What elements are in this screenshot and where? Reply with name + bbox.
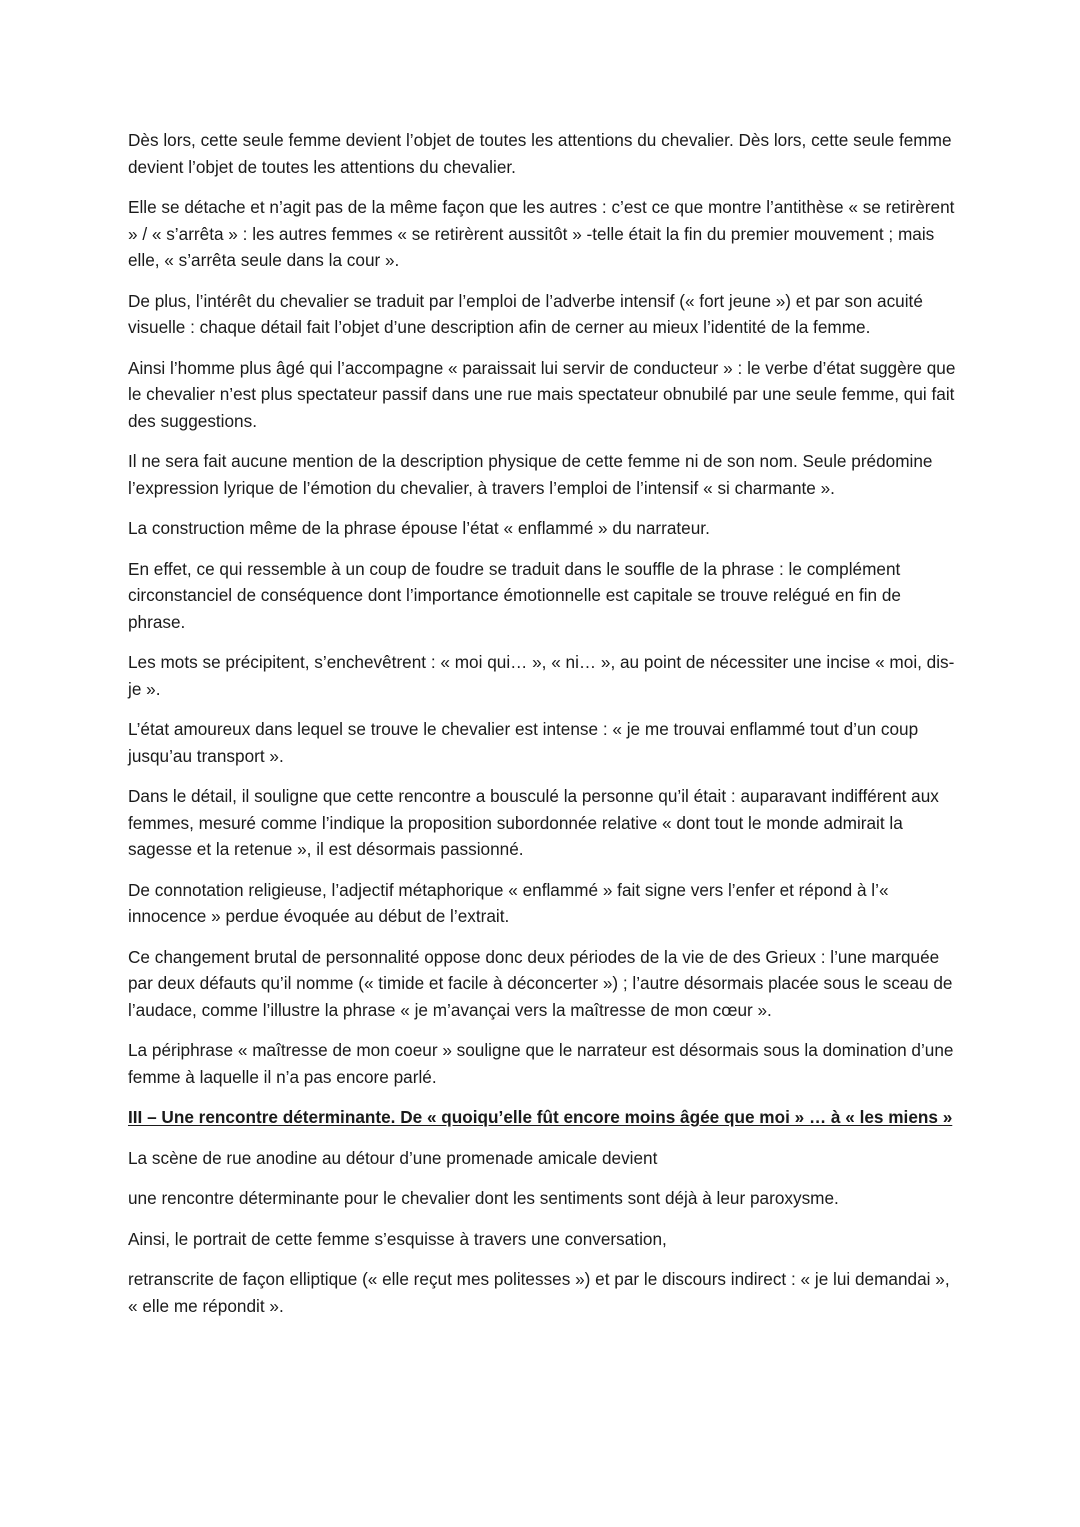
section-heading: III – Une rencontre déterminante. De « quoiqu’elle fût encore moins âgée que moi » … à « les miens » [128, 1107, 953, 1127]
paragraph: Elle se détache et n’agit pas de la même façon que les autres : c’est ce que montre l’antithèse « se retirèrent » / « s’arrêta » : les autres femmes « se retirèrent aussitôt » -telle était la fin du premier mouvement ; mais elle, « s’arrêta seule dans la cour ». [128, 197, 955, 270]
paragraph: L’état amoureux dans lequel se trouve le chevalier est intense : « je me trouvai enflammé tout d’un coup jusqu’au transport ». [128, 719, 919, 766]
paragraph: Dès lors, cette seule femme devient l’objet de toutes les attentions du chevalier. Dès lors, cette seule femme devient l’objet de toutes les attentions du chevalier. [128, 130, 952, 177]
paragraph: une rencontre déterminante pour le chevalier dont les sentiments sont déjà à leur paroxysme. [128, 1188, 839, 1208]
paragraph: De connotation religieuse, l’adjectif métaphorique « enflammé » fait signe vers l’enfer et répond à l’« innocence » perdue évoquée au début de l’extrait. [128, 879, 889, 926]
paragraph: Ce changement brutal de personnalité oppose donc deux périodes de la vie de des Grieux : l’une marquée par deux défauts qu’il nomme (« timide et facile à déconcerter ») ; l’autre désormais placée sous le sceau de l’audace, comme l’illustre la phrase « je m’avançai vers la maîtresse de mon cœur ». [128, 946, 953, 1020]
paragraph: Les mots se précipitent, s’enchevêtrent : « moi qui… », « ni… », au point de nécessiter une incise « moi, dis-je ». [128, 652, 955, 699]
paragraph: Dans le détail, il souligne que cette rencontre a bousculé la personne qu’il était : auparavant indifférent aux femmes, mesuré comme l’indique la proposition subordonnée relative « dont tout le monde admirait la sagesse et la retenue », il est désormais passionné. [128, 786, 939, 859]
paragraph: De plus, l’intérêt du chevalier se traduit par l’emploi de l’adverbe intensif (« fort jeune ») et par son acuité visuelle : chaque détail fait l’objet d’une description afin de cerner au mieux l’identité de la femme. [128, 290, 923, 337]
paragraph: En effet, ce qui ressemble à un coup de foudre se traduit dans le souffle de la phrase : le complément circonstanciel de conséquence dont l’importance émotionnelle est capitale se trouve relégué en fin de phrase. [128, 558, 901, 632]
paragraph: La construction même de la phrase épouse l’état « enflammé » du narrateur. [128, 518, 710, 538]
paragraph: La périphrase « maîtresse de mon coeur » souligne que le narrateur est désormais sous la domination d’une femme à laquelle il n’a pas encore parlé. [128, 1040, 954, 1087]
document-page [128, 127, 958, 1333]
paragraph: Il ne sera fait aucune mention de la description physique de cette femme ni de son nom. Seule prédomine l’expression lyrique de l’émotion du chevalier, à travers l’emploi de l’intensif « si charmante ». [128, 451, 933, 498]
paragraph: La scène de rue anodine au détour d’une promenade amicale devient [128, 1147, 658, 1168]
paragraph: Ainsi l’homme plus âgé qui l’accompagne « paraissait lui servir de conducteur » : le verbe d’état suggère que le chevalier n’est plus spectateur passif dans une rue mais spectateur obnubilé par une seule femme, qui fait des suggestions. [128, 357, 956, 431]
paragraph: retranscrite de façon elliptique (« elle reçut mes politesses ») et par le discours indirect : « je lui demandai », « elle me répondit ». [128, 1269, 950, 1316]
paragraph: Ainsi, le portrait de cette femme s’esquisse à travers une conversation, [128, 1228, 667, 1249]
